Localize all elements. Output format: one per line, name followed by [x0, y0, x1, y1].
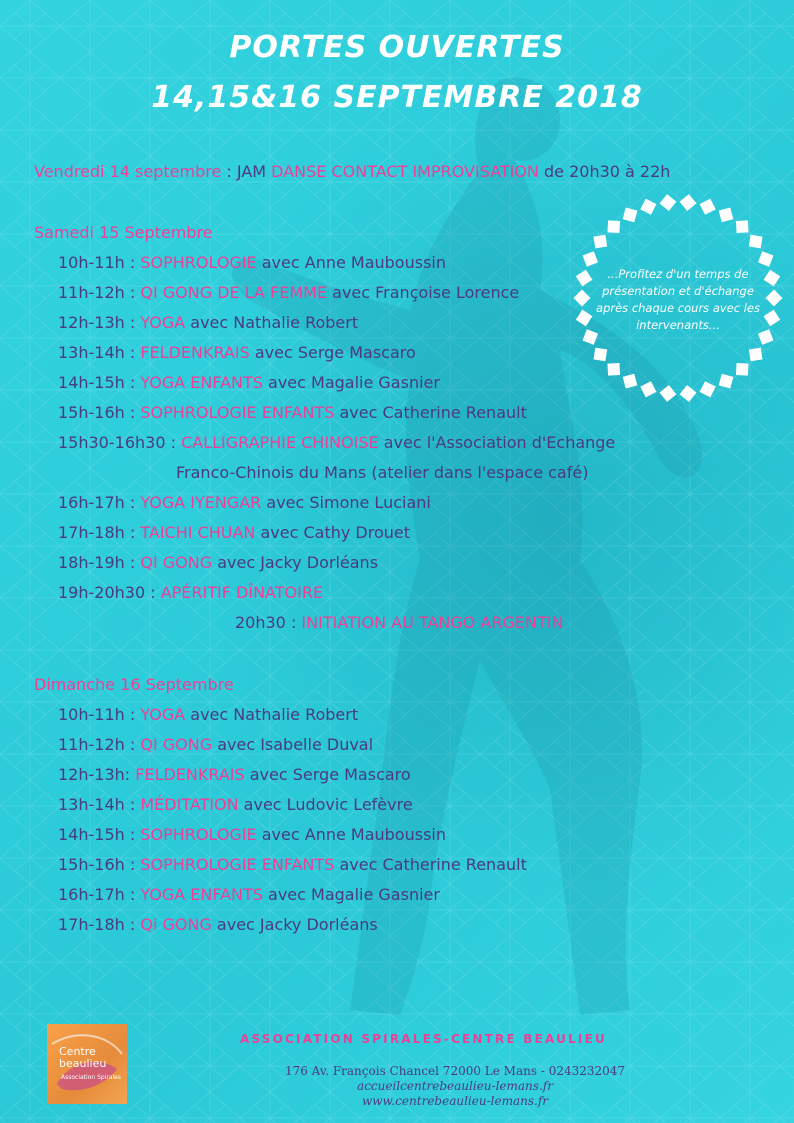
sunday-heading: Dimanche 16 Septembre	[34, 675, 234, 694]
schedule-activity: FELDENKRAIS	[140, 343, 250, 362]
schedule-row	[58, 403, 527, 422]
schedule-instructor: avec Jacky Dorléans	[211, 915, 378, 934]
schedule-activity: MÉDITATION	[140, 795, 239, 814]
logo-text	[59, 1046, 106, 1070]
badge-dot	[593, 235, 607, 249]
schedule-instructor: avec Françoise Lorence	[327, 283, 520, 302]
badge-dot	[623, 208, 638, 223]
badge-text: ...Profitez d'un temps de présentation et d'échange après chaque cours avec les intervenants...	[596, 267, 760, 332]
schedule-instructor: avec Simone Luciani	[261, 493, 431, 512]
schedule-row	[58, 765, 411, 784]
friday-line	[34, 162, 670, 181]
schedule-time: 17h-18h :	[58, 523, 141, 542]
schedule-time: 14h-15h :	[58, 825, 141, 844]
schedule-time: 17h-18h :	[58, 915, 141, 934]
schedule-time: 19h-20h30 :	[58, 583, 161, 602]
title-line-2: 14,15&16 SEPTEMBRE 2018	[151, 80, 643, 115]
badge-dot	[764, 270, 781, 287]
schedule-row	[58, 735, 373, 754]
schedule-instructor: avec Magalie Gasnier	[262, 885, 440, 904]
schedule-activity: QI GONG	[140, 553, 213, 572]
schedule-time: 13h-14h :	[58, 343, 141, 362]
schedule-row	[58, 433, 615, 452]
schedule-row	[58, 553, 378, 572]
footer-address: 176 Av. François Chancel 72000 Le Mans - 0243232047	[284, 1064, 626, 1078]
schedule-activity: Qi GONG	[140, 915, 212, 934]
badge-dot	[700, 381, 716, 397]
badge-dot	[623, 374, 638, 389]
schedule-instructor: avec Cathy Drouet	[255, 523, 410, 542]
schedule-instructor: avec Catherine Renault	[334, 855, 527, 874]
badge-dot	[607, 220, 620, 233]
schedule-row	[58, 283, 519, 302]
friday-day: Vendredi 14 septembre	[34, 162, 222, 181]
schedule-instructor: avec l'Association d'Echange	[378, 433, 616, 452]
schedule-activity: YOGA	[140, 705, 186, 724]
schedule-activity: FELDENKRAIS	[135, 765, 245, 784]
badge-dot	[736, 220, 749, 233]
badge-dot	[640, 199, 656, 215]
badge-dot	[660, 194, 677, 211]
badge-dot	[736, 363, 749, 376]
association-name: ASSOCIATION SPIRALES-CENTRE BEAULIEU	[240, 1032, 607, 1046]
badge-dot	[749, 348, 763, 362]
schedule-activity: YOGA IYENGAR	[140, 493, 262, 512]
schedule-row	[58, 583, 323, 602]
badge-dot	[593, 348, 607, 362]
schedule-activity: SOPHROLOGIE ENFANTS	[140, 403, 335, 422]
schedule-activity: SOPHROLOGIE	[140, 825, 257, 844]
schedule-time: 16h-17h :	[58, 885, 141, 904]
schedule-row	[58, 855, 527, 874]
schedule-instructor: avec Catherine Renault	[334, 403, 527, 422]
footer-email[interactable]: accueilcentrebeaulieu-lemans.fr	[357, 1079, 553, 1093]
schedule-row	[58, 705, 358, 724]
badge-dot	[680, 194, 697, 211]
schedule-row	[58, 343, 416, 362]
badge-dot	[700, 199, 716, 215]
schedule-activity: YOGA	[140, 313, 186, 332]
schedule-instructor: avec Nathalie Robert	[185, 705, 359, 724]
schedule-instructor: avec Isabelle Duval	[212, 735, 374, 754]
badge-dot	[660, 385, 677, 402]
schedule-time: 18h-19h :	[58, 553, 141, 572]
schedule-row	[58, 795, 413, 814]
badge-dot	[607, 363, 620, 376]
schedule-time: 13h-14h :	[58, 795, 141, 814]
centre-beaulieu-logo	[47, 1024, 127, 1104]
schedule-row	[58, 373, 440, 392]
schedule-activity: YOGA ENFANTS	[140, 373, 263, 392]
badge-dot	[719, 208, 734, 223]
logo-line-2: beaulieu	[59, 1057, 107, 1070]
schedule-activity: CALLIGRAPHIE CHINOISE	[181, 433, 379, 452]
badge-dot	[719, 374, 734, 389]
title-line-1: PORTES OUVERTES	[229, 30, 565, 65]
schedule-time: 10h-11h :	[58, 705, 141, 724]
schedule-time: 15h30-16h30 :	[58, 433, 182, 452]
logo-line-1: Centre	[59, 1045, 96, 1058]
badge-dot	[764, 310, 781, 327]
schedule-time: 15h-16h :	[58, 855, 141, 874]
schedule-time: 15h-16h :	[58, 403, 141, 422]
schedule-row	[58, 915, 378, 934]
schedule-time: 20h30 :	[235, 613, 302, 632]
footer-website[interactable]: www.centrebeaulieu-lemans.fr	[362, 1094, 548, 1108]
badge-dot	[640, 381, 656, 397]
badge-dot	[583, 251, 599, 267]
schedule-activity: QI GONG	[140, 735, 213, 754]
schedule-activity: SOPHROLOGIE ENFANTS	[140, 855, 335, 874]
schedule-row	[58, 885, 440, 904]
schedule-row	[58, 523, 410, 542]
schedule-activity: YOGA ENFANTS	[140, 885, 263, 904]
friday-rest: de 20h30 à 22h	[538, 162, 671, 181]
schedule-instructor: avec Serge Mascaro	[244, 765, 411, 784]
schedule-time: 12h-13h :	[58, 313, 141, 332]
schedule-row	[58, 825, 446, 844]
schedule-activity: SOPHROLOGIE	[140, 253, 257, 272]
badge-dot	[574, 290, 591, 307]
schedule-time: 16h-17h :	[58, 493, 141, 512]
schedule-time: 12h-13h:	[58, 765, 136, 784]
badge-dot	[766, 290, 783, 307]
schedule-row	[58, 493, 431, 512]
badge-dot	[576, 310, 593, 327]
schedule-activity: QI GONG DE LA FEMME	[140, 283, 328, 302]
schedule-time: 11h-12h :	[58, 735, 141, 754]
schedule-activity: INITIATION AU TANGO ARGENTIN	[301, 613, 564, 632]
badge-dot	[576, 270, 593, 287]
schedule-instructor: avec Ludovic Lefèvre	[238, 795, 413, 814]
schedule-instructor: avec Magalie Gasnier	[262, 373, 440, 392]
schedule-instructor: avec Jacky Dorléans	[212, 553, 379, 572]
schedule-row	[176, 463, 588, 482]
schedule-instructor: avec Serge Mascaro	[249, 343, 416, 362]
schedule-instructor: avec Anne Mauboussin	[256, 253, 446, 272]
schedule-time: 14h-15h :	[58, 373, 141, 392]
saturday-heading: Samedi 15 Septembre	[34, 223, 213, 242]
badge-dot	[758, 251, 774, 267]
logo-subtext: Association Spirales	[61, 1074, 121, 1081]
schedule-instructor: avec Nathalie Robert	[185, 313, 359, 332]
schedule-activity: APÉRITIF DÎNATOIRE	[160, 583, 324, 602]
schedule-row	[235, 613, 563, 632]
schedule-row	[58, 313, 358, 332]
schedule-activity: TAICHI CHUAN	[140, 523, 256, 542]
schedule-instructor: Franco-Chinois du Mans (atelier dans l'espace café)	[176, 463, 589, 482]
friday-activity: DANSE CONTACT IMPROVISATION	[271, 162, 539, 181]
badge-dot	[749, 235, 763, 249]
schedule-time: 10h-11h :	[58, 253, 141, 272]
friday-sep: : JAM	[221, 162, 272, 181]
badge-dot	[680, 385, 697, 402]
schedule-instructor: avec Anne Mauboussin	[256, 825, 446, 844]
schedule-row	[58, 253, 446, 272]
schedule-time: 11h-12h :	[58, 283, 141, 302]
